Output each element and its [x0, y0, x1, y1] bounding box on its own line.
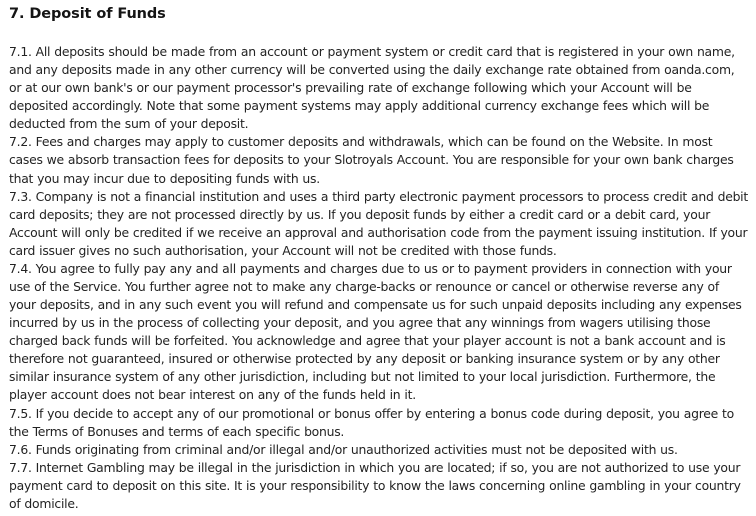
section-title: 7. Deposit of Funds — [9, 6, 166, 22]
clause-7-3: 7.3. Company is not a financial institution and uses a third party electronic payment processors to process credit and debit card deposits; they are not processed directly by us. If you deposit funds by either a credit card or a debit card, your Account will only be credited if we receive an approval and authorisation code from the payment issuing institution. If your card issuer gives no such authorisation, your Account will not be credited with those funds. — [9, 188, 748, 258]
clause-7-2: 7.2. Fees and charges may apply to customer deposits and withdrawals, which can be found on the Website. In most cases we absorb transaction fees for deposits to your Slotroyals Account. You are responsible for your own bank charges that you may incur due to depositing funds with us. — [9, 134, 734, 186]
terms-section — [9, 4, 749, 513]
clause-7-7: 7.7. Internet Gambling may be illegal in the jurisdiction in which you are located; if so, you are not authorized to use your payment card to deposit on this site. It is your responsibility to know the laws concerning online gambling in your country of domicile. — [9, 459, 741, 511]
clause-7-1: 7.1. All deposits should be made from an account or payment system or credit card that is registered in your own name, and any deposits made in any other currency will be converted using the daily exchange rate obtained from oanda.com, or at our own bank's or our payment processor's prevailing rate of exchange following which your Account will be deposited accordingly. Note that some payment systems may apply additional currency exchange fees which will be deducted from the sum of your deposit. — [9, 44, 735, 132]
clause-7-4: 7.4. You agree to fully pay any and all payments and charges due to us or to payment providers in connection with your use of the Service. You further agree not to make any charge-backs or renounce or cancel or otherwise reverse any of your deposits, and in any such event you will refund and compensate us for such unpaid deposits including any expenses incurred by us in the process of collecting your deposit, and you agree that any winnings from wagers utilising those charged back funds will be forfeited. You acknowledge and agree that your player account is not a bank account and is therefore not guaranteed, insured or otherwise protected by any deposit or banking insurance system or by any other similar insurance system of any other jurisdiction, including but not limited to your local jurisdiction. Furthermore, the player account does not bear interest on any of the funds held in it. — [9, 260, 742, 403]
clause-7-5: 7.5. If you decide to accept any of our promotional or bonus offer by entering a bonus code during deposit, you agree to the Terms of Bonuses and terms of each specific bonus. — [9, 405, 734, 439]
clause-7-6: 7.6. Funds originating from criminal and/or illegal and/or unauthorized activities must not be deposited with us. — [9, 441, 678, 457]
clause-list — [9, 43, 749, 513]
